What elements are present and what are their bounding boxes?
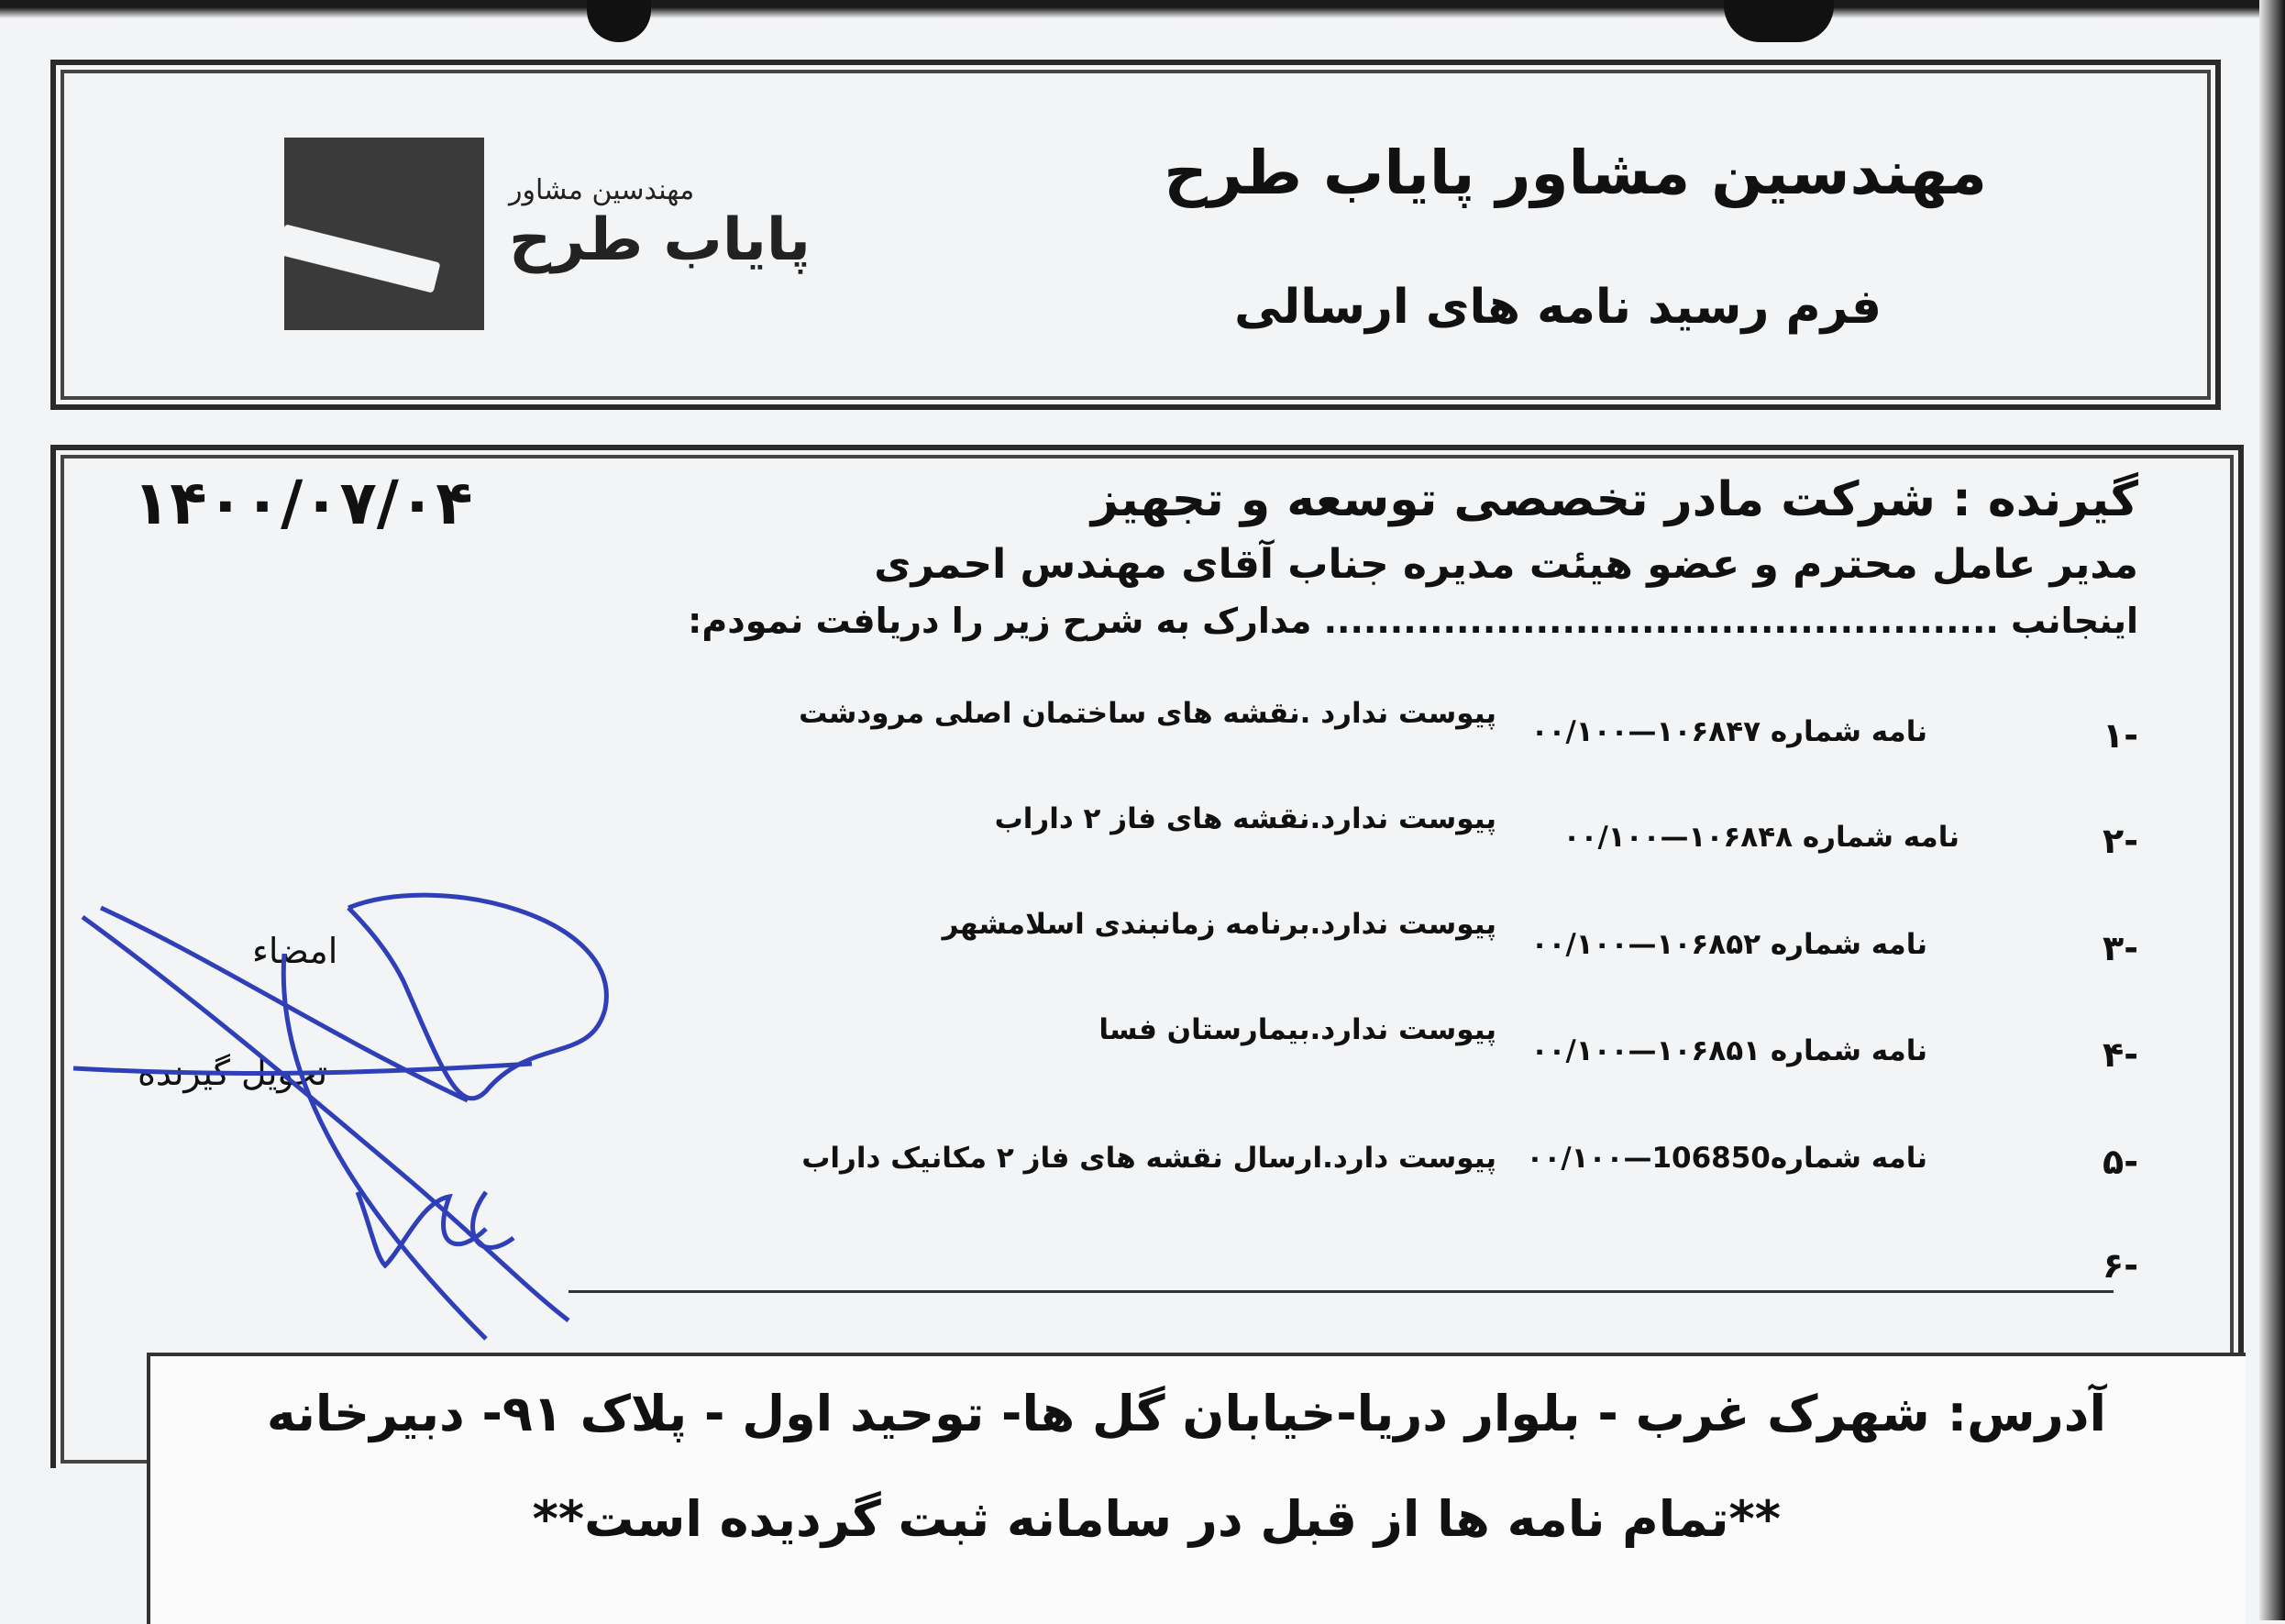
item-letter-number: نامه شماره ۱۰۶۸۴۸—۰۰/۱۰۰ — [1562, 821, 1959, 854]
torn-edge-mark — [1724, 0, 1834, 42]
item-number: -۱ — [2103, 715, 2138, 756]
item-letter-number: نامه شماره ۱۰۶۸۴۷—۰۰/۱۰۰ — [1530, 715, 1927, 748]
scanned-top-edge — [0, 0, 2285, 18]
form-title: فرم رسید نامه های ارسالی — [1234, 280, 1882, 335]
logo-subtitle: مهندسین مشاور — [509, 174, 695, 206]
item-number: -۵ — [2103, 1142, 2138, 1182]
items-divider — [568, 1290, 2114, 1293]
sign-label: امضاء — [252, 931, 338, 971]
intro-line: اینجانب ................................................... مدارک به شرح زیر را دریافت نمودم: — [688, 601, 2138, 641]
item-description: پیوست دارد.ارسال نقشه های فاز ۲ مکانیک داراب — [801, 1142, 1496, 1175]
receiver-label: تحویل گیرنده — [138, 1053, 328, 1093]
handwritten-signature — [55, 880, 715, 1357]
item-letter-number: نامه شماره ۱۰۶۸۵۱—۰۰/۱۰۰ — [1530, 1034, 1927, 1067]
torn-edge-mark — [587, 0, 651, 42]
company-title: مهندسین مشاور پایاب طرح — [1164, 138, 1987, 208]
scanned-right-edge — [2259, 0, 2285, 1620]
item-description: پیوست ندارد .نقشه های ساختمان اصلی مرودشت — [799, 697, 1496, 730]
footer-address: آدرس: شهرک غرب - بلوار دریا-خیابان گل ها- توحید اول - پلاک ۹۱- دبیرخانه — [266, 1385, 2106, 1442]
logo-wordmark: پایاب طرح — [509, 206, 811, 274]
form-date: ۱۴۰۰/۰۷/۰۴ — [133, 468, 473, 538]
item-description: پیوست ندارد.بیمارستان فسا — [1098, 1013, 1496, 1046]
item-number: -۲ — [2103, 821, 2138, 861]
addressee-line: مدیر عامل محترم و عضو هیئت مدیره جناب آقای مهندس احمری — [874, 541, 2138, 588]
recipient-line: گیرنده : شرکت مادر تخصصی توسعه و تجهیز — [1090, 472, 2138, 527]
logo-stroke-icon — [277, 224, 440, 293]
item-number: -۴ — [2103, 1034, 2138, 1075]
item-number: -۳ — [2103, 928, 2138, 968]
item-description: پیوست ندارد.برنامه زمانبندی اسلامشهر — [942, 908, 1496, 941]
company-logo — [284, 138, 484, 330]
item-letter-number: نامه شماره106850—۰۰/۱۰۰ — [1526, 1142, 1927, 1175]
item-description: پیوست ندارد.نقشه های فاز ۲ داراب — [994, 802, 1496, 835]
item-number: -۶ — [2103, 1245, 2138, 1286]
footer-notice: **تمام نامه ها از قبل در سامانه ثبت گردیده است** — [532, 1490, 1781, 1548]
item-letter-number: نامه شماره ۱۰۶۸۵۲—۰۰/۱۰۰ — [1530, 928, 1927, 961]
